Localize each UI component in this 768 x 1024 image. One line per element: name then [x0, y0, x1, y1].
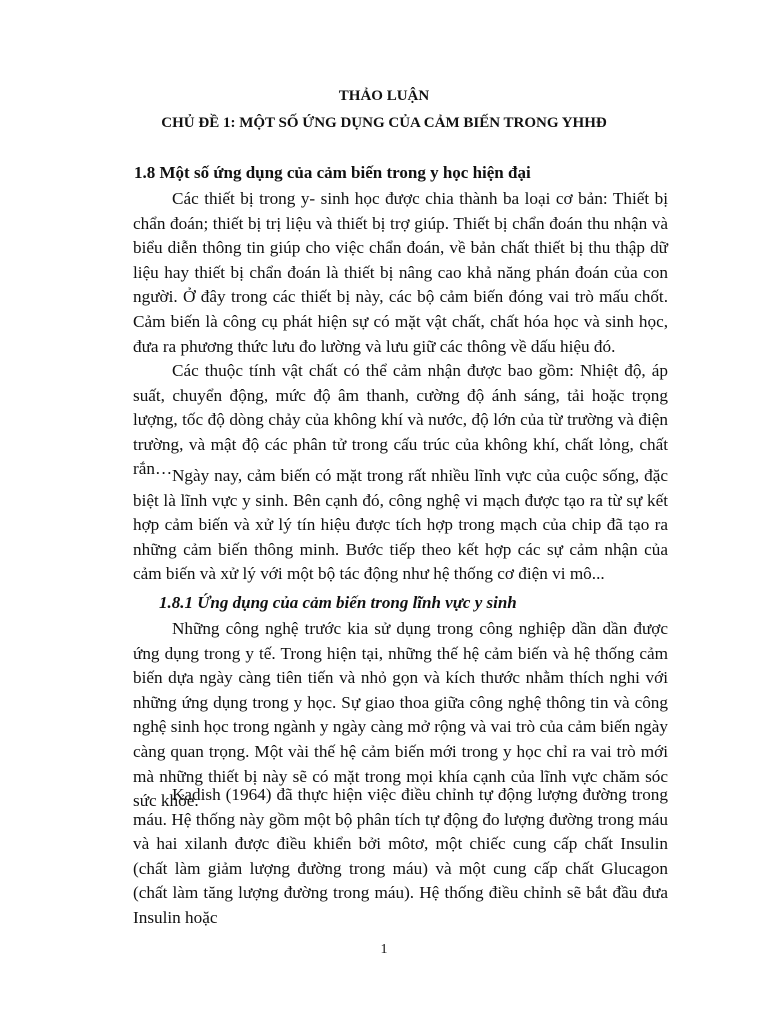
page-number: 1 [380, 942, 388, 957]
paragraph-nowadays: Ngày nay, cảm biến có mặt trong rất nhiều lĩnh vực của cuộc sống, đặc biệt là lĩnh vực y sinh. Bên cạnh đó, công nghệ vi mạch được tạo ra từ sự kết hợp cảm biến và xử lý tín hiệu được tích hợp trong mạch của chip đã tạo ra những cảm biến thông minh. Bước tiếp theo kết hợp các sự cảm nhận của cảm biến và xử lý với một bộ tác động như hệ thống cơ điện vi mô... [133, 466, 668, 584]
paragraph-technologies: Những công nghệ trước kia sử dụng trong công nghiệp dần dần được ứng dụng trong y tế. Trong hiện tại, những thế hệ cảm biến và hệ thống cảm biến dựa ngày càng tiên tiến và nhỏ gọn và kích thước nhằm thích nghi với những ứng dụng trong y học. Sự giao thoa giữa công nghệ thông tin và công nghệ sinh học trong ngành y ngày càng mở rộng và vai trò của cảm biến ngày càng quan trọng. Một vài thế hệ cảm biến mới trong y học chỉ ra vai trò mới mà những thiết bị này sẽ có mặt trong mọi khía cạnh của lĩnh vực chăm sóc sức khỏe. [133, 619, 668, 811]
paragraph-devices: Các thiết bị trong y- sinh học được chia thành ba loại cơ bản: Thiết bị chẩn đoán; thiết bị trị liệu và thiết bị trợ giúp. Thiết bị chẩn đoán thu nhận và biểu diễn thông tin giúp cho việc chẩn đoán, về bản chất thiết bị thu thập dữ liệu hay thiết bị chẩn đoán là thiết bị nâng cao khả năng phán đoán của con người. Ở đây trong các thiết bị này, các bộ cảm biến đóng vai trò mấu chốt. Cảm biến là công cụ phát hiện sự có mặt vật chất, chất hóa học và sinh học, đưa ra phương thức lưu đo lường và lưu giữ các thông về dấu hiệu đó. [133, 189, 668, 356]
document-title: THẢO LUẬN [338, 88, 430, 104]
paragraph-kadish: Kadish (1964) đã thực hiện việc điều chỉnh tự động lượng đường trong máu. Hệ thống này gồm một bộ phân tích tự động đo lượng đường trong máu và hai xilanh được điều khiển bởi môtơ, một chiếc cung cấp chất Insulin (chất làm giảm lượng đường trong máu) và một cung cấp chất Glucagon (chất làm tăng lượng đường trong máu). Hệ thống điều chỉnh sẽ bắt đầu đưa Insulin hoặc [133, 785, 668, 927]
section-heading: 1.8 Một số ứng dụng của cảm biến trong y học hiện đại [134, 163, 531, 182]
paragraph-properties: Các thuộc tính vật chất có thể cảm nhận được bao gồm: Nhiệt độ, áp suất, chuyển động, mức độ âm thanh, cường độ ánh sáng, tải hoặc trọng lượng, tốc độ dòng chảy của không khí và nước, độ lớn của từ trường và điện trường, và mật độ các phân tử trong cấu trúc của không khí, chất lỏng, chất rắn… [133, 361, 668, 479]
document-subtitle: CHỦ ĐỀ 1: MỘT SỐ ỨNG DỤNG CỦA CẢM BIẾN TRONG YHHĐ [161, 115, 607, 131]
subsection-heading: 1.8.1 Ứng dụng của cảm biến trong lĩnh vực y sinh [159, 593, 517, 612]
